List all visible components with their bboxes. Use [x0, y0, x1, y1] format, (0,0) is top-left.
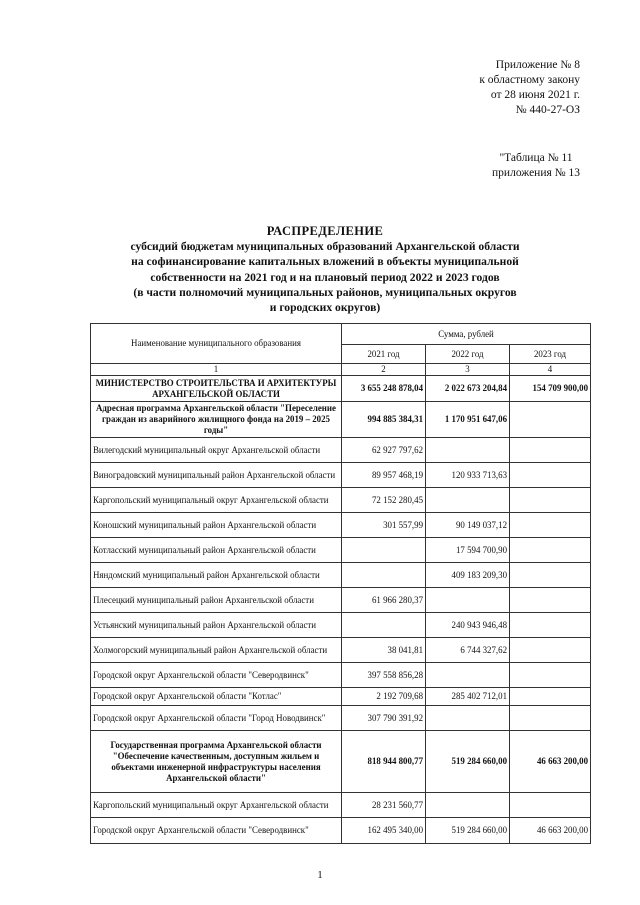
- municipality-name-cell: Городской округ Архангельской области "Город Новодвинск": [91, 706, 342, 731]
- amount-2023-cell: [510, 613, 591, 638]
- table-row: [91, 438, 591, 463]
- amount-2023-cell: 46 663 200,00: [510, 818, 591, 844]
- column-number: 2: [342, 364, 426, 376]
- amount-2021-cell: 38 041,81: [342, 638, 426, 663]
- amount-2021-cell: 28 231 560,77: [342, 793, 426, 818]
- table-row: [91, 706, 591, 731]
- amount-2021-cell: 994 885 384,31: [342, 402, 426, 438]
- amount-2022-cell: [426, 488, 510, 513]
- municipality-name-cell: Каргопольский муниципальный округ Архангельской области: [91, 793, 342, 818]
- amount-2022-cell: 6 744 327,62: [426, 638, 510, 663]
- table-reference: [492, 151, 580, 181]
- amount-2023-cell: [510, 463, 591, 488]
- amount-2023-cell: [510, 438, 591, 463]
- distribution-table: [90, 323, 591, 844]
- municipality-name-cell: Устьянский муниципальный район Архангельской области: [91, 613, 342, 638]
- amount-2023-cell: 154 709 900,00: [510, 376, 591, 402]
- amount-2023-cell: [510, 638, 591, 663]
- amount-2022-cell: 285 402 712,01: [426, 688, 510, 706]
- column-number: 3: [426, 364, 510, 376]
- title-heading: РАСПРЕДЕЛЕНИЕ: [266, 224, 384, 238]
- column-number: 1: [91, 364, 342, 376]
- amount-2021-cell: 818 944 800,77: [342, 731, 426, 793]
- table-row: [91, 663, 591, 688]
- municipality-name-cell: Городской округ Архангельской области "Северодвинск": [91, 663, 342, 688]
- amount-2023-cell: [510, 563, 591, 588]
- municipality-name-cell: Государственная программа Архангельской области "Обеспечение качественным, доступным жильем и объектами инженерной инфраструктуры населения Архангельской области": [91, 731, 342, 793]
- header-name-column: Наименование муниципального образования: [91, 324, 342, 364]
- amount-2021-cell: 3 655 248 878,04: [342, 376, 426, 402]
- table-row: [91, 513, 591, 538]
- amount-2022-cell: 2 022 673 204,84: [426, 376, 510, 402]
- title-line: собственности на 2021 год и на плановый период 2022 и 2023 годов: [150, 270, 500, 284]
- amount-2021-cell: [342, 563, 426, 588]
- table-row: [91, 638, 591, 663]
- amount-2022-cell: [426, 706, 510, 731]
- amount-2021-cell: [342, 613, 426, 638]
- municipality-name-cell: МИНИСТЕРСТВО СТРОИТЕЛЬСТВА И АРХИТЕКТУРЫ АРХАНГЕЛЬСКОЙ ОБЛАСТИ: [91, 376, 342, 402]
- amount-2022-cell: [426, 588, 510, 613]
- amount-2022-cell: 519 284 660,00: [426, 731, 510, 793]
- amount-2023-cell: [510, 402, 591, 438]
- amount-2023-cell: [510, 706, 591, 731]
- amount-2022-cell: [426, 793, 510, 818]
- annex-line: к областному закону: [479, 74, 580, 86]
- table-row-section: [91, 731, 591, 793]
- amount-2021-cell: 62 927 797,62: [342, 438, 426, 463]
- municipality-name-cell: Вилегодский муниципальный округ Архангельской области: [91, 438, 342, 463]
- municipality-name-cell: Котласский муниципальный район Архангельской области: [91, 538, 342, 563]
- column-number: 4: [510, 364, 591, 376]
- municipality-name-cell: Няндомский муниципальный район Архангельской области: [91, 563, 342, 588]
- municipality-name-cell: Коношский муниципальный район Архангельской области: [91, 513, 342, 538]
- amount-2023-cell: [510, 488, 591, 513]
- amount-2022-cell: 409 183 209,30: [426, 563, 510, 588]
- annex-header: [479, 58, 580, 118]
- amount-2021-cell: 89 957 468,19: [342, 463, 426, 488]
- amount-2023-cell: [510, 793, 591, 818]
- municipality-name-cell: Каргопольский муниципальный округ Архангельской области: [91, 488, 342, 513]
- title-line: субсидий бюджетам муниципальных образований Архангельской области: [130, 240, 520, 254]
- header-sum-label: Сумма, рублей: [342, 324, 591, 345]
- table-row: [91, 818, 591, 844]
- header-year-2023: 2023 год: [510, 345, 591, 364]
- amount-2021-cell: 2 192 709,68: [342, 688, 426, 706]
- table-row: [91, 588, 591, 613]
- amount-2022-cell: 90 149 037,12: [426, 513, 510, 538]
- document-title: [100, 224, 550, 315]
- annex-line: от 28 июня 2021 г.: [490, 89, 580, 101]
- municipality-name-cell: Виноградовский муниципальный район Архангельской области: [91, 463, 342, 488]
- annex-line: Приложение № 8: [495, 59, 580, 71]
- amount-2022-cell: 240 943 946,48: [426, 613, 510, 638]
- amount-2023-cell: 46 663 200,00: [510, 731, 591, 793]
- municipality-name-cell: Плесецкий муниципальный район Архангельской области: [91, 588, 342, 613]
- amount-2023-cell: [510, 663, 591, 688]
- amount-2022-cell: 519 284 660,00: [426, 818, 510, 844]
- table-row: [91, 538, 591, 563]
- amount-2021-cell: 397 558 856,28: [342, 663, 426, 688]
- table-row: [91, 488, 591, 513]
- table-row-section: [91, 402, 591, 438]
- amount-2022-cell: [426, 438, 510, 463]
- amount-2023-cell: [510, 513, 591, 538]
- page-number: 1: [317, 869, 323, 881]
- table-reference-line: приложения № 13: [492, 167, 580, 179]
- table-row: [91, 563, 591, 588]
- amount-2021-cell: [342, 538, 426, 563]
- table-row: [91, 613, 591, 638]
- amount-2023-cell: [510, 538, 591, 563]
- table-row: [91, 463, 591, 488]
- amount-2021-cell: 72 152 280,45: [342, 488, 426, 513]
- title-line: и городских округов): [269, 301, 381, 315]
- municipality-name-cell: Холмогорский муниципальный район Архангельской области: [91, 638, 342, 663]
- amount-2022-cell: 1 170 951 647,06: [426, 402, 510, 438]
- municipality-name-cell: Городской округ Архангельской области "Котлас": [91, 688, 342, 706]
- amount-2021-cell: 162 495 340,00: [342, 818, 426, 844]
- municipality-name-cell: Городской округ Архангельской области "Северодвинск": [91, 818, 342, 844]
- amount-2021-cell: 301 557,99: [342, 513, 426, 538]
- table-reference-line: "Таблица № 11: [499, 152, 573, 164]
- header-year-2021: 2021 год: [342, 345, 426, 364]
- title-line: на софинансирование капитальных вложений в объекты муниципальной: [131, 255, 519, 269]
- table-row: [91, 688, 591, 706]
- amount-2023-cell: [510, 688, 591, 706]
- amount-2022-cell: [426, 663, 510, 688]
- title-line: (в части полномочий муниципальных районов, муниципальных округов: [133, 285, 517, 299]
- amount-2021-cell: 307 790 391,92: [342, 706, 426, 731]
- amount-2022-cell: 17 594 700,90: [426, 538, 510, 563]
- amount-2021-cell: 61 966 280,37: [342, 588, 426, 613]
- table-row: [91, 793, 591, 818]
- table-row-section: [91, 376, 591, 402]
- annex-line: № 440-27-ОЗ: [515, 104, 580, 116]
- amount-2022-cell: 120 933 713,63: [426, 463, 510, 488]
- header-year-2022: 2022 год: [426, 345, 510, 364]
- table-body: [91, 376, 591, 844]
- amount-2023-cell: [510, 588, 591, 613]
- municipality-name-cell: Адресная программа Архангельской области "Переселение граждан из аварийного жилищного фонда на 2019 – 2025 годы": [91, 402, 342, 438]
